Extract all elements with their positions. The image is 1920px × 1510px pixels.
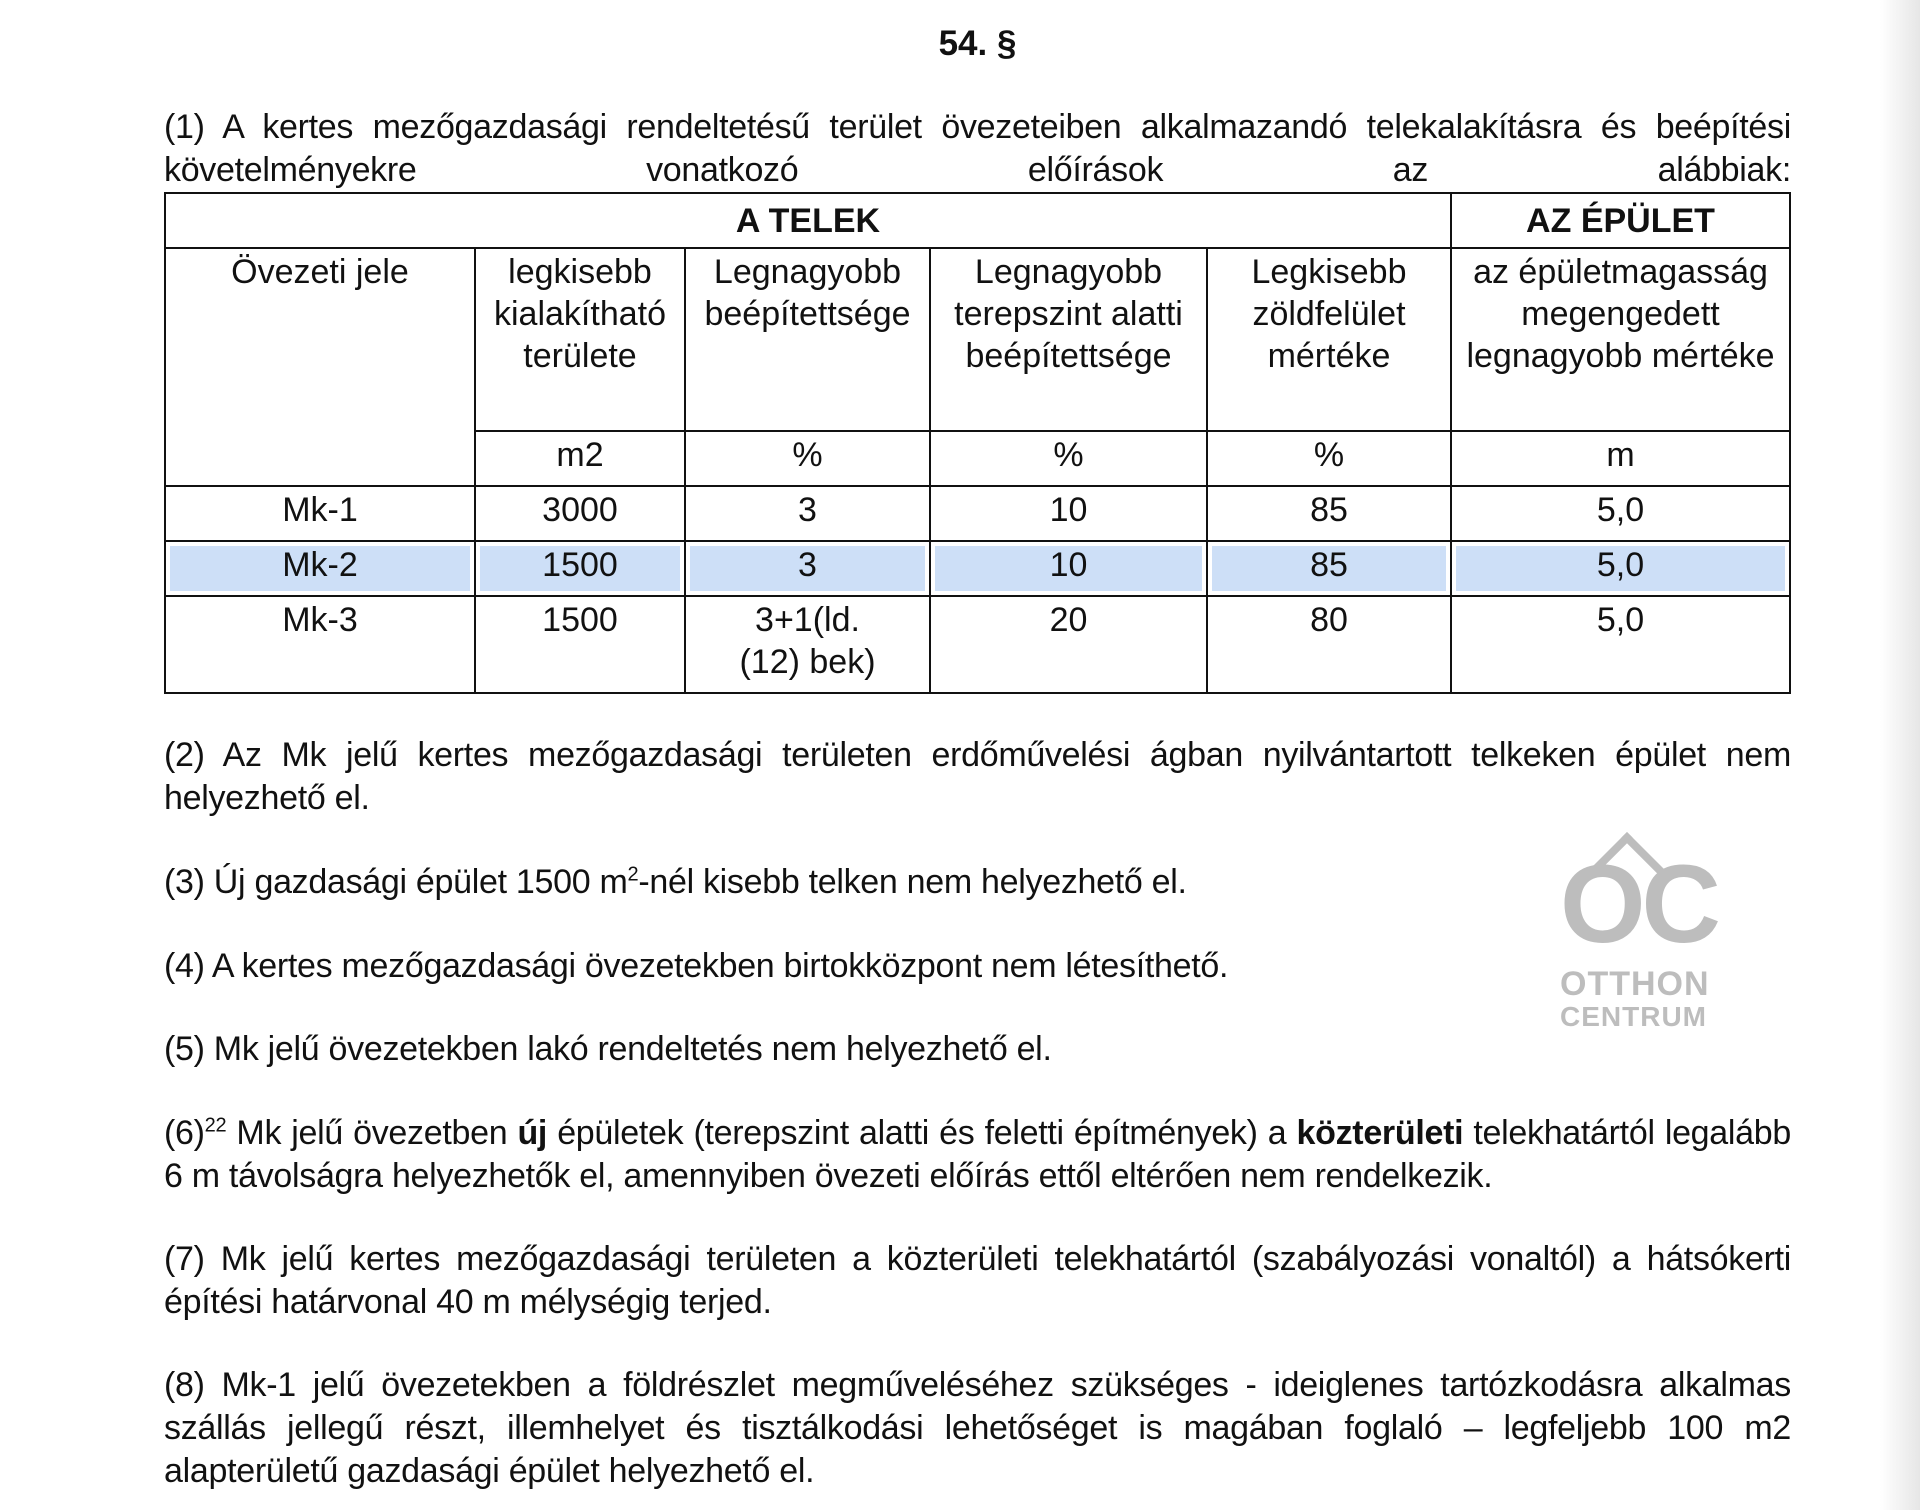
unit-cell: % — [930, 431, 1207, 486]
cell: 80 — [1207, 596, 1451, 693]
cell: 3 — [685, 541, 930, 596]
zoning-table — [164, 192, 1791, 694]
section-title: 54. § — [938, 24, 1017, 63]
superscript: 2 — [627, 863, 639, 886]
group-header-epulet: AZ ÉPÜLET — [1451, 193, 1790, 248]
paragraph-8: (8) Mk-1 jelű övezetekben a földrészlet megműveléséhez szükséges - ideiglenes tartózkodásra alkalmas szállás jellegű részt, illemhelyet és tisztálkodási lehetőséget is magában foglaló – legfeljebb 100 m2 alapterületű gazdasági épület helyezhető el. — [164, 1366, 1791, 1490]
cell: 85 — [1207, 486, 1451, 541]
column-header: Legnagyobb beépítettsége — [685, 248, 930, 431]
group-header-telek: A TELEK — [165, 193, 1451, 248]
watermark-logo — [1560, 843, 1717, 1032]
column-header: Övezeti jele — [165, 248, 475, 486]
watermark-text: OTTHON — [1560, 965, 1710, 1003]
cell: 1500 — [475, 541, 685, 596]
watermark-text: CENTRUM — [1560, 1001, 1707, 1032]
unit-cell: m — [1451, 431, 1790, 486]
paragraph-1 — [164, 106, 1791, 192]
cell: 5,0 — [1451, 486, 1790, 541]
unit-cell: m2 — [475, 431, 685, 486]
unit-cell: % — [685, 431, 930, 486]
paragraph-6 — [164, 1112, 1791, 1198]
text: telekhatártól legalább 6 m távolságra helyezhetők el, amennyiben övezeti előírás ettől eltérően nem rendelkezik. — [164, 1114, 1791, 1195]
text: Mk jelű övezetben — [226, 1114, 518, 1152]
cell: 3+1(ld. (12) bek) — [685, 596, 930, 693]
page-edge-shadow — [1880, 0, 1920, 1510]
table-row — [165, 486, 1790, 541]
text: -nél kisebb telken nem helyezhető el. — [638, 863, 1187, 901]
cell: Mk-1 — [165, 486, 475, 541]
text: (6) — [164, 1114, 205, 1152]
column-header: Legkisebb zöldfelület mértéke — [1207, 248, 1451, 431]
paragraph-2: (2) Az Mk jelű kertes mezőgazdasági területen erdőművelési ágban nyilvántartott telkeken épület nem helyezhető el. — [164, 736, 1791, 817]
cell: 1500 — [475, 596, 685, 693]
text: (3) Új gazdasági épület 1500 m — [164, 863, 628, 901]
column-header: Legnagyobb terepszint alatti beépítettsége — [930, 248, 1207, 431]
table-row — [165, 596, 1790, 693]
bold-text: új — [517, 1114, 548, 1152]
cell: 10 — [930, 486, 1207, 541]
cell: Mk-2 — [165, 541, 475, 596]
bold-text: közterületi — [1296, 1114, 1464, 1152]
watermark-monogram: OC — [1560, 843, 1717, 966]
cell: 3000 — [475, 486, 685, 541]
text: épületek (terepszint alatti és feletti építmények) a — [547, 1114, 1297, 1152]
paragraph-5: (5) Mk jelű övezetekben lakó rendeltetés nem helyezhető el. — [164, 1030, 1052, 1068]
cell: 20 — [930, 596, 1207, 693]
cell: 5,0 — [1451, 541, 1790, 596]
unit-cell: % — [1207, 431, 1451, 486]
cell: 85 — [1207, 541, 1451, 596]
column-header: az épületmagasság megengedett legnagyobb mértéke — [1451, 248, 1790, 431]
column-header: legkisebb kialakítható területe — [475, 248, 685, 431]
cell: 5,0 — [1451, 596, 1790, 693]
cell: 3 — [685, 486, 930, 541]
cell: Mk-3 — [165, 596, 475, 693]
paragraph-text: (1) A kertes mezőgazdasági rendeltetésű terület övezeteiben alkalmazandó telekalakításra és beépítési követelményekre vonatkozó előírások az alábbiak: — [164, 108, 1791, 189]
footnote-ref[interactable]: 22 — [204, 1114, 227, 1137]
paragraph-3 — [164, 861, 1524, 904]
paragraph-7: (7) Mk jelű kertes mezőgazdasági területen a közterületi telekhatártól (szabályozási vonaltól) a hátsókerti építési határvonal 40 m mélységig terjed. — [164, 1240, 1791, 1321]
paragraph-4: (4) A kertes mezőgazdasági övezetekben birtokközpont nem létesíthető. — [164, 947, 1229, 985]
table-row-highlighted — [165, 541, 1790, 596]
cell: 10 — [930, 541, 1207, 596]
